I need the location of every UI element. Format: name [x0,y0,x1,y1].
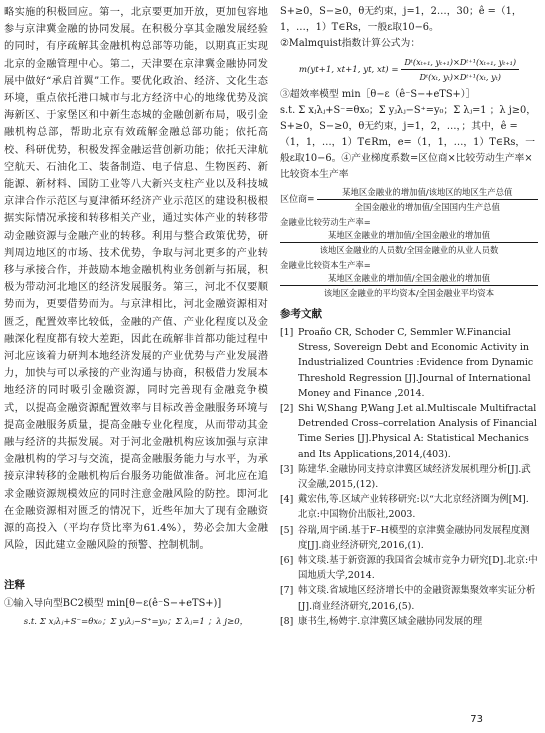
notes-heading: 注释 [4,578,25,591]
reference-number: [4] [280,494,294,506]
reference-text: Shi W,Shang P,Wang J.et al.Multiscale Multifractal Detrended Cross–correlation Analysis of Financial Time Series [J].Physical A: Statistical Mechanics and Its Applications,2014,(403). [298,403,537,460]
capital-productivity-fraction [280,271,538,300]
left-column [4,4,268,632]
note-2: ②Malmquist指数计算公式为： [280,38,421,49]
malmquist-numerator: Dᵗ(xₜ₊₁, yₜ₊₁)×Dᵗ⁺¹(xₜ₊₁, yₜ₊₁) [401,55,519,70]
references-heading: 参考文献 [280,308,322,320]
references-list [280,325,538,629]
labor-productivity-fraction [280,228,538,257]
note-3: ③超效率模型 min［θ−ε（ê⁻S−+eTS+）］ [280,89,476,100]
location-quotient-denominator: 全国金融业的增加值/全国国内生产总值 [354,202,500,212]
reference-item [280,523,538,553]
reference-text: 陈建华.金融协同支持京津冀区域经济发展机理分析[J].武汉金融,2015,(12). [298,463,531,491]
capital-productivity-denominator: 该地区金融业的平均资本/全国金融业平均资本 [323,288,495,298]
note-3-constraint: s.t. Σ xⱼλⱼ+S⁻=θx₀；Σ yⱼλⱼ−S⁺=y₀；Σ λⱼ=1 ；λ j≥0，S+≥0，S−≥0，θ无约束，j=1，2，…，；其中，ê =（1，1，…，1）T∈Rm，e=（1，1，…，1）T∈Rs，一般ε取10−6。④产业梯度系数=区位商×比较劳动生产率×比较资本生产率 [280,105,537,180]
reference-item [280,325,538,401]
labor-productivity-formula [280,216,538,257]
reference-number: [7] [280,585,294,597]
capital-productivity-formula [280,259,538,300]
reference-text: 韩文琰.省域地区经济增长中的金融资源集聚效率实证分析[J].商业经济研究,2016,(5). [298,585,536,612]
reference-item [280,492,538,522]
reference-number: [5] [280,524,294,536]
location-quotient-formula [280,185,538,214]
reference-item [280,462,538,492]
capital-productivity-numerator: 某地区金融业的增加值/全国金融业的增加值 [280,271,538,286]
reference-number: [6] [280,555,294,567]
page-number: 73 [470,714,483,725]
location-quotient-numerator: 某地区金融业的增加值/该地区的地区生产总值 [317,185,538,200]
reference-number: [3] [280,463,294,475]
reference-item [280,553,538,583]
right-column [280,4,538,629]
reference-number: [1] [280,327,294,338]
labor-productivity-numerator: 某地区金融业的增加值/全国金融业的增加值 [280,228,538,243]
reference-item [280,401,538,462]
location-quotient-label: 区位商= [280,194,315,205]
malmquist-fraction [401,55,519,84]
malmquist-formula [280,55,538,84]
reference-text: Proaño CR, Schoder C, Semmler W.Financial Stress, Sovereign Debt and Economic Activity in Industrialized Countries :Evidence from Dynamic Threshold Regression [J].Journal of International Money and Finance ,2014. [298,327,534,399]
reference-number: [8] [280,615,294,627]
capital-productivity-label: 金融业比较资本生产率= [280,260,371,270]
labor-productivity-label: 金融业比较劳动生产率= [280,217,371,227]
reference-text: 戴宏伟,等.区域产业转移研究:以“大北京经济圈为例[M].北京:中国物价出版社,2003. [298,494,529,521]
note-1-continuation: S+≥0，S−≥0，θ无约束，j=1，2…，30；ê =（1，1，…，1）T∈Rs，一般ε取10−6。 [280,6,522,33]
location-quotient-fraction [317,185,538,214]
labor-productivity-denominator: 该地区金融业的人员数/全国金融业的从业人员数 [319,245,499,255]
reference-number: [2] [280,403,294,415]
note-1: ①输入导向型BC2模型 min[θ−ε(ê⁻S−+eTS+)] [4,597,222,609]
reference-item [280,583,538,613]
reference-item [280,614,538,629]
reference-text: 谷瑞,周宇函.基于F–H模型的京津冀金融协同发展程度测度[J].商业经济研究,2016,(1). [298,524,530,551]
reference-text: 韩文琰.基于新资源的我国省会城市竞争力研究[D].北京:中国地质大学,2014. [298,555,538,582]
note-1-constraint: s.t. Σ xⱼλⱼ+S⁻=θx₀；Σ yⱼλⱼ−S⁺=y₀；Σ λⱼ=1 ；λ j≥0， [23,616,249,627]
body-paragraph: 略实施的积极回应。第一，北京要更加开放，更加包容地参与京津冀金融的协同发展。在积极分享其金融发展经验的同时，有序疏解其金融机构总部等功能，以期真正实现北京的金融管理中心。第二，天津要在京津冀金融协同发展中做好“承启首翼”工作。要优化政治、经济、文化生态环境，重点依托港口城市与北方经济中心的地缘优势及滨海新区、于家堡区和中新生态城的金融创新布局，吸引金融机构总部，帮助北京有效疏解金融总部功能；依托高校、科研优势，积极发挥金融运营创新功能；依托天津航空航天、石油化工、装备制造、电子信息、生物医药、新能源、新材料、国防工业等八大新兴支柱产业以及科技城京津合作示范区与夏津循环经济产业示范区的建设积极根据实际情况承接和转移相关产业，通过实体产业的转移带动金融资源与金融产业的转移。利用与整合政策优势，研判周边地区的市场、技术优势，争取与河北更多的产业转移与承接合作，并鼓励本地金融机构业务创新与拓展，积极为带动河北地区的经济发展服务。第三，河北不仅要顺势而为，更要借势而为。与京津相比，河北金融资源相对匮乏，配置效率比较低，金融的产值、产业化程度以及金融深化程度都有较大差距，因此在疏解非首都功能过程中河北应该着力研判本地经济发展的产业优势与产业发展潜力，加快与可以承接的产业沟通与协商，积极借力发展本地经济的同时吸引金融资源，同时完善现有金融竞争模式，以提高金融资源配置效率与目标改善金融服务环境与提高金融服务质量，提高金融专业化程度，从而带动其金融与经济的共振发展。对于河北金融机构应该加强与京津金融机构的学习与交流，提高金融服务能力与水平，为承接京津转移的金融机构后台服务功能做准备。河北应在追求金融资源规模效应的同时注意金融风险的防控。即河北在金融资源相对匮乏的情况下，近些年加大了现有金融资源的高投入（平均存贷比率为61.4%），势必会加大金融风险，因此建立金融风险的预警、控制机制。 [4,7,268,552]
malmquist-denominator: Dᵗ(xₜ, yₜ)×Dᵗ⁺¹(xₜ, yₜ) [419,72,501,82]
reference-text: 康书生,杨娉宇.京津冀区域金融协同发展的理 [298,615,483,627]
malmquist-lhs: m(yt+1, xt+1, yt, xt) = [298,65,399,75]
